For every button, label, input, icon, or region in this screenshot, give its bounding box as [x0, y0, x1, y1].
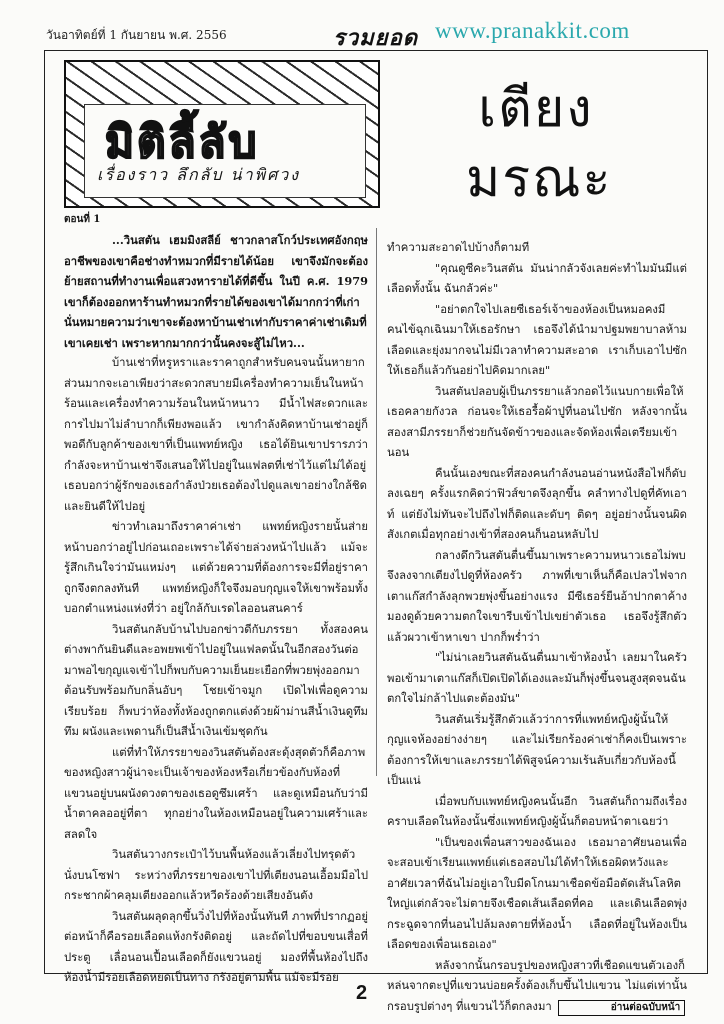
newspaper-masthead: รวมยอด	[333, 25, 419, 51]
paragraph: แต่ที่ทำให้ภรรยาของวินสตันต้องสะดุ้งสุดตัวก็คือภาพของหญิงสาวผู้น่าจะเป็นเจ้าของห้องหรือเกี่ยวข้องกับห้องที่แขวนอยู่บนผนังดวงตาของเธอดูซึมเศร้า และดูเหมือนกับว่ามีน้ำตาคลออยู่ที่ตา ทุกอย่างในห้องเหมือนอยู่ในความเศร้าและสลดใจ	[64, 745, 368, 841]
column-banner	[64, 60, 380, 208]
column-title: มิติลี้ลับ	[105, 117, 260, 168]
paragraph: กลางดึกวินสตันตื่นขึ้นมาเพราะความหนาวเธอไม่พบ จึงลงจากเตียงไปดูที่ห้องครัว ภาพที่เขาเห็นก็คือเปลวไฟจากเตาแก๊สกำลังลุกพวยพุ่งขึ้นอย่างแรง มีซีเธอร์ยืนอ้าปากตาค้างมองดูด้วยความตกใจเขารีบเข้าไปเขย่าตัวเธอ เธอจึงรู้สึกตัวแล้วผวาเข้าหาเขา ปากก็พร่ำว่า	[387, 548, 687, 644]
paragraph: บ้านเช่าที่หรูหราและราคาถูกสำหรับคนจนนั้นหายากส่วนมากจะเอาเพียงว่าสะดวกสบายมีเครื่องทำความเย็นในหน้าร้อนและเครื่องทำความร้อนในหน้าหนาว มีน้ำไฟสะดวกและการไปมาไม่ลำบากก็เพียงพอแล้ว เขากำลังคิดหาบ้านเช่าอยู่ก็พอดีกับลูกค้าของเขาที่เป็นแพทย์หญิง เธอได้ยินเขาปรารภว่ากำลังจะหาบ้านเช่าจึงเสนอให้ไปอยู่ในแฟลตที่เช่าไว้แต่ไม่ได้อยู่ เธอบอกว่าผู้รักของเธอกำลังป่วยเธอต้องไปดูแลเขาอย่างใกล้ชิดและยินดีให้ไปอยู่	[64, 356, 368, 513]
paragraph: วินสตันเริ่มรู้สึกตัวแล้วว่าการที่แพทย์หญิงผู้นั้นให้กุญแจห้องอย่างง่ายๆ และไม่เรียกร้องค่าเช่าก็คงเป็นเพราะต้องการให้เขาและภรรยาได้พิสูจน์ความเร้นลับเกี่ยวกับห้องนี้เป็นแน่	[387, 712, 687, 787]
story-title	[466, 74, 613, 214]
paragraph: ข่าวทำเลมาถึงราคาค่าเช่า แพทย์หญิงรายนั้นส่ายหน้าบอกว่าอยู่ไปก่อนเถอะเพราะได้จ่ายล่วงหน้าไปแล้ว แม้จะรู้สึกเกินใจว่ามันแหม่งๆ แต่ด้วยความที่ต้องการจะมีที่อยู่ราคาถูกจึงตกลงทันที แพทย์หญิงก็ใจจึงมอบกุญแจให้เขาพร้อมทั้งบอกตำแหน่งแห่งที่ว่า อยู่ใกล้กับเรดไลออนสนคาร์	[64, 520, 368, 615]
story-title-line-1: เตียง	[478, 79, 594, 139]
paragraph: วินสตันผลุดลุกขึ้นวิ่งไปที่ห้องนั้นทันที ภาพที่ปรากฏอยู่ต่อหน้าก็คือรอยเลือดแห้งกรังติดอยู่ และถัดไปที่ขอบขนเสื่อที่ประตู เลื่อนอนเปื้อนเลือดก็ยังแขวนอยู่ มองที่พื้นห้องไปถึงห้องน้ำมีรอยเลือดหยดเป็นทาง กรังอยู่ตามพื้น แม้จะมีรอย	[64, 909, 368, 984]
paragraph: ทำความสะอาดไปบ้างก็ตามที	[387, 241, 530, 254]
page-number: 2	[356, 982, 368, 1004]
story-title-line-2: มรณะ	[466, 149, 613, 209]
dialogue-paragraph: "ไม่น่าเลยวินสตันฉันตื่นมาเข้าห้องน้ำ เลยมาในครัวพอเข้ามาเตาแก๊สก็เปิดเปิดได้เองและมันก็พุ่งขึ้นจนสูงสุดจนฉันตกใจไม่กล้าไปแตะต้องมัน"	[387, 651, 687, 705]
page-header	[40, 18, 716, 50]
paragraph: คืนนั้นเองขณะที่สองคนกำลังนอนอ่านหนังสือไฟก็ดับลงเฉยๆ ครั้งแรกคิดว่าฟิวส์ขาดจึงลุกขึ้น คลำทางไปดูที่คัทเอาท์ แต่ยังไม่ทันจะไปถึงไฟก็ติดและดับๆ ติดๆ อยู่อย่างนั้นจนผิดสังเกตเมื่อทุกอย่างเข้าที่สองคนก็นอนหลับไป	[387, 466, 687, 541]
lead-paragraph: ...วินสตัน เฮมมิงสลีย์ ชาวกลาสโกว์ประเทศอังกฤษ อาชีพของเขาคือช่างทำหมวกที่มีรายได้น้อย เขาจึงมักจะต้องย้ายสถานที่ทำงานเพื่อแสวงหารายได้ที่ดีขึ้น ในปี ค.ศ. 1979 เขาก็ต้องออกหาร้านทำหมวกที่รายได้ของเขาได้มากกว่าที่เก่า นั่นหมายความว่าเขาจะต้องหาบ้านเช่าเท่ากับราคาค่าเช่าเดิมที่เขาเคยเช่า เพราะหากมากกว่านั้นคงจะสู้ไม่ไหว...	[64, 233, 368, 350]
article-column-left	[64, 230, 368, 989]
continued-label: อ่านต่อฉบับหน้า	[558, 1000, 686, 1016]
banner-panel	[84, 104, 366, 198]
closing-paragraph-text: หลังจากนั้นกรอบรูปของหญิงสาวที่เชือดแขนตัวเองก็หล่นจากตะปูที่แขวนบ่อยครั้งต้องเก็บขึ้นไปแขวน ไม่แต่เท่านั้นกรอบรูปต่างๆ ที่แขวนไว้ก็ตกลงมา	[387, 958, 687, 1013]
paragraph: วินสตันวางกระเป๋าไว้บนพื้นห้องแล้วเลี่ยงไปทรุดตัวนั่งบนโซฟา ระหว่างที่ภรรยาของเขาไปที่เตียงนอนเอื้อมมือไปกระชากผ้าคลุมเตียงออกแล้วหวีดร้องด้วยเสียงอันดัง	[64, 848, 368, 902]
website-url: www.pranakkit.com	[435, 18, 630, 43]
dialogue-paragraph: "คุณดูซีคะวินสตัน มันน่ากลัวจังเลยค่ะทำไมมันมีแต่เลือดทั้งนั้น ฉันกลัวค่ะ"	[387, 261, 687, 295]
dialogue-paragraph: "อย่าตกใจไปเลยซีเธอร์เจ้าของห้องเป็นหมอคงมีคนไข้ฉุกเฉินมาให้เธอรักษา เธอจึงได้นำมาปฐมพยาบาลห้ามเลือดและยุ่งมากจนไม่มีเวลาทำความสะอาด เราเก็บเอาไปซักให้เธอก็แล้วกันอย่าไปคิดมากเลย"	[387, 302, 687, 377]
paragraph: วินสตันปลอบผู้เป็นภรรยาแล้วกอดไว้แนบกายเพื่อให้เธอคลายกังวล ก่อนจะให้เธอรื้อผ้าปูที่นอนไปซัก หลังจากนั้นสองสามีภรรยาก็ช่วยกันจัดข้าวของและจัดห้องเพื่อเตรียมเข้านอน	[387, 384, 687, 459]
issue-date: วันอาทิตย์ที่ 1 กันยายน พ.ศ. 2556	[46, 28, 227, 42]
paragraph	[387, 956, 687, 1018]
column-divider	[376, 228, 377, 776]
paragraph: เมื่อพบกับแพทย์หญิงคนนั้นอีก วินสตันก็ถามถึงเรื่องคราบเลือดในห้องนั้นซึ่งแพทย์หญิงผู้นั้นก็ตอบหน้าตาเฉยว่า	[387, 794, 687, 828]
episode-label: ตอนที่ 1	[64, 214, 101, 225]
paragraph: วินสตันกลับบ้านไปบอกข่าวดีกับภรรยา ทั้งสองคนต่างพากันยินดีและอพยพเข้าไปอยู่ในแฟลตนั้นในอีกสองวันต่อมาพอไขกุญแจเข้าไปก็พบกับความเย็นยะเยือกที่พวยพุ่งออกมาต้อนรับพร้อมกับกลิ่นอับๆ โชยเข้าจมูก เปิดไฟเพื่อดูความเรียบร้อย ก็พบว่าห้องทั้งห้องถูกตกแต่งด้วยผ้าม่านสีน้ำเงินดูทึมทึม ผนังและเพดานก็เป็นสีน้ำเงินเข้มชุดกัน	[64, 622, 368, 738]
column-subtitle: เรื่องราว ลึกลับ น่าพิศวง	[97, 165, 301, 184]
dialogue-paragraph: "เป็นของเพื่อนสาวของฉันเอง เธอมาอาศัยนอนเพื่อจะสอบเข้าเรียนแพทย์แต่เธอสอบไม่ได้ทำให้เธอผิดหวังและอาศัยเวลาที่ฉันไม่อยู่เอาใบมีดโกนมาเชือดข้อมือตัดเส้นโลหิตใหญ่แต่กลัวจะไม่ตายจึงเชือดเส้นเลือดที่คอ และเดินเลือดพุ่งกระฉูดจากที่นอนไปล้มลงตายที่ห้องน้ำ เลือดที่อยู่ในห้องเป็นเลือดของเพื่อนเธอเอง"	[387, 835, 687, 951]
article-column-right	[387, 238, 687, 1017]
